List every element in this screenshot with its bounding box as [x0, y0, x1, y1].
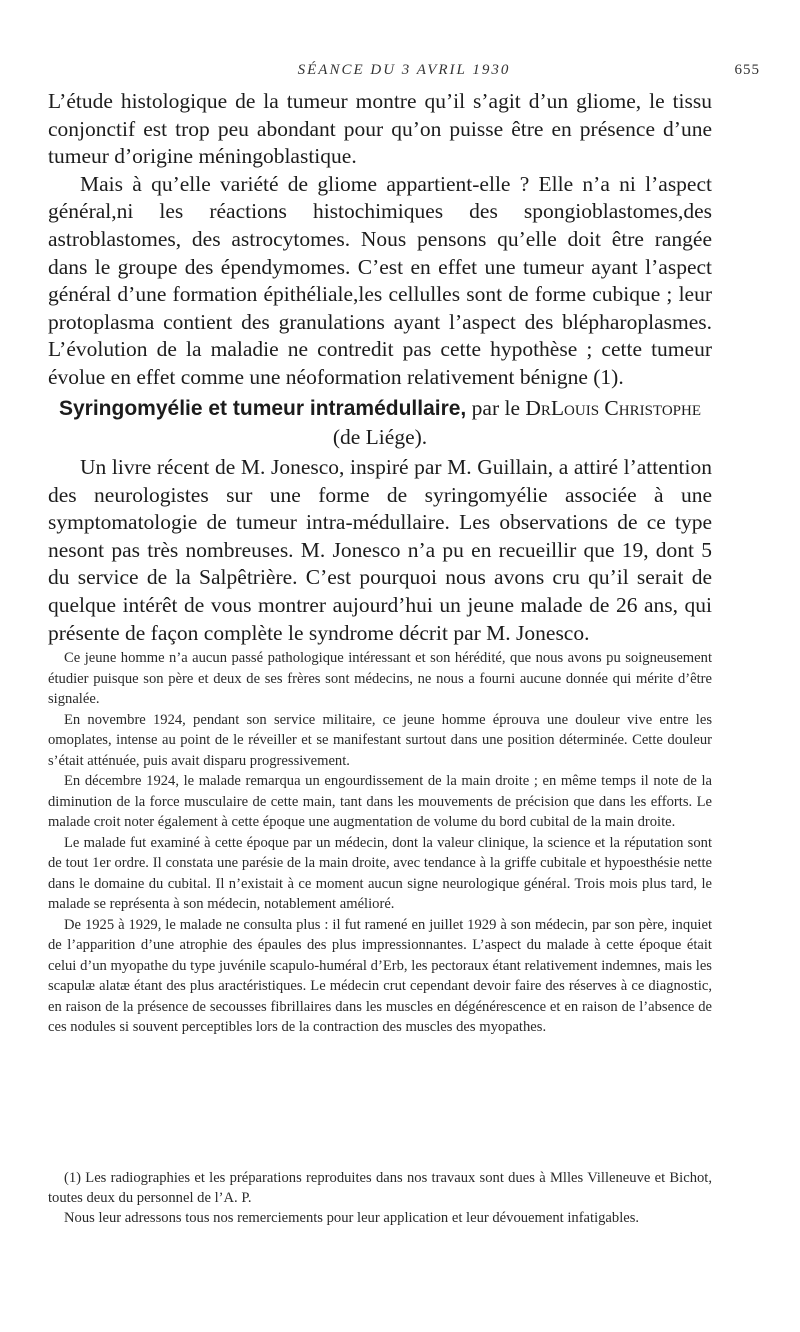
article-affiliation: (de Liége). — [332, 425, 428, 449]
paragraph: Le malade fut examiné à cette époque par un médecin, dont la valeur clinique, la science et la réputation sont de tout 1er ordre. Il constata une parésie de la main droite, avec tendance à la griffe cubitale et hypoesthésie nette dans le domaine du cubital. Il n’existait à ce moment aucun signe neurologique général. Trois mois plus tard, le malade se représenta à son médecin, notablement amélioré. — [48, 834, 712, 912]
article-intro — [48, 454, 712, 647]
paragraph: Ce jeune homme n’a aucun passé pathologique intéressant et son hérédité, que nous avons pu soigneusement étudier puisque son père et deux de ses frères sont médecins, ne nous a fourni aucune donnée qui mérite d’être signalée. — [48, 650, 712, 707]
running-head — [48, 62, 760, 88]
article-author: DrLouis Christophe — [525, 396, 701, 420]
article-byline-connector: par le — [466, 396, 526, 420]
running-title: SÉANCE DU 3 AVRIL 1930 — [297, 62, 511, 78]
paragraph: L’étude histologique de la tumeur montre qu’il s’agit d’un gliome, le tissu conjonctif est trop peu abondant pour qu’on puisse être en présence d’une tumeur d’origine méningoblastique. — [48, 89, 712, 169]
paragraph: Mais à qu’elle variété de gliome appartient-elle ? Elle n’a ni l’aspect général,ni les réactions histochimiques des spongioblastomes,des astroblastomes, des astrocytomes. Nous pensons qu’elle doit être rangée dans le groupe des épendymomes. C’est en effet une tumeur ayant l’aspect général d’une formation épithéliale,les cellulles sont de forme cubique ; leur protoplasma contient des granulations ayant l’aspect des blépharoplasmes. L’évolution de la maladie ne contredit pas cette hypothèse ; cette tumeur évolue en effet comme une néoformation relativement bénigne (1). — [48, 171, 712, 389]
page-number: 655 — [734, 62, 760, 78]
paragraph: Un livre récent de M. Jonesco, inspiré par M. Guillain, a attiré l’attention des neurologistes sur une forme de syringomyélie associée à une symptomatologie de tumeur intra-médullaire. Les observations de ce type nesont pas très nombreuses. M. Jonesco n’a pu en recueillir que 19, dont 5 du service de la Salpêtrière. C’est pourquoi nous avons cru qu’il serait de quelque intérêt de vous montrer aujourd’hui un jeune malade de 26 ans, qui présente de façon complète le syndrome décrit par M. Jonesco. — [48, 455, 712, 645]
paragraph: De 1925 à 1929, le malade ne consulta plus : il fut ramené en juillet 1929 à son médecin, par son père, inquiet de l’apparition d’une atrophie des épaules des plus impressionnantes. L’aspect du malade à cette époque était celui d’un myopathe du type juvénile scapulo-huméral d’Erb, les pectoraux étant relativement indemnes, mais les scapulæ alatæ étant des plus aractéristiques. Le médecin crut cependant devoir faire des réserves à ce diagnostic, en raison de la présence de secousses fibrillaires dans les muscles en dégénérescence et en raison de l’absence de ces nodules si souvent perceptibles lors de la contraction des muscles des myopathes. — [48, 916, 712, 1035]
article-heading — [48, 394, 712, 451]
footnotes — [48, 1168, 712, 1228]
paragraph: En novembre 1924, pendant son service militaire, ce jeune homme éprouva une douleur vive entre les omoplates, intense au point de le réveiller et se manifestant surtout dans une position déterminée. Cette douleur s’était atténuée, puis avait disparu progressivement. — [48, 711, 712, 769]
article-title: Syringomyélie et tumeur intramédullaire, — [58, 397, 467, 420]
footnote: Nous leur adressons tous nos remerciements pour leur application et leur dévouement infatigables. — [64, 1210, 640, 1226]
paragraph: En décembre 1924, le malade remarqua un engourdissement de la main droite ; en même temps il note de la diminution de la force musculaire de cette main, tant dans les mouvements de précision que dans les efforts. Le malade croit noter également à cette époque une augmentation de volume du bord cubital de la main droite. — [48, 773, 712, 830]
case-observation — [48, 648, 712, 1038]
footnote: (1) Les radiographies et les préparations reproduites dans nos travaux sont dues à Mlles Villeneuve et Bichot, toutes deux du personnel de l’A. P. — [48, 1170, 712, 1206]
previous-article-conclusion — [48, 88, 712, 392]
